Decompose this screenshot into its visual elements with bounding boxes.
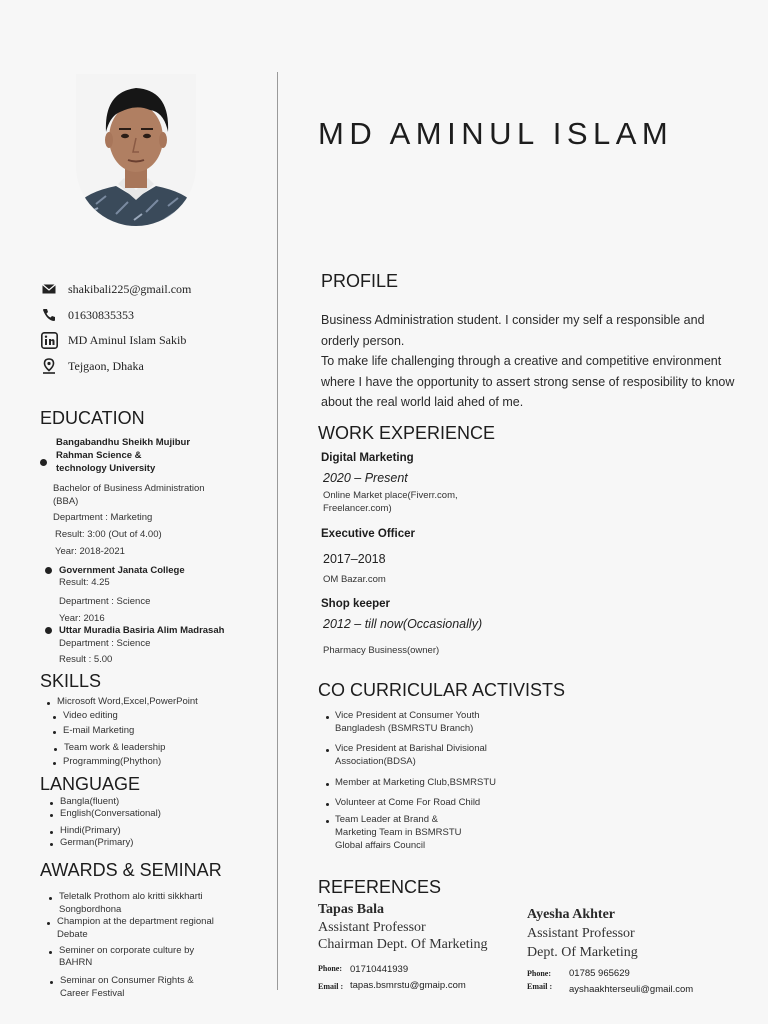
- bullet-dot: [326, 716, 329, 719]
- cocurricular-line: Vice President at Barishal Divisional: [335, 743, 487, 754]
- bullet-dot: [326, 820, 329, 823]
- skill-item: Microsoft Word,Excel,PowerPoint: [57, 696, 198, 707]
- job-description: [323, 644, 439, 657]
- education-heading: EDUCATION: [40, 408, 145, 428]
- phone-label: Phone:: [527, 969, 551, 978]
- education-department: Department : Marketing: [53, 512, 153, 523]
- bullet-dot: [49, 951, 52, 954]
- skills-heading: SKILLS: [40, 671, 102, 691]
- cocurricular-item: [335, 709, 480, 735]
- reference-department: Chairman Dept. Of Marketing: [318, 937, 488, 952]
- job-description-line: Freelancer.com): [323, 503, 392, 514]
- email-label: Email :: [318, 982, 344, 991]
- linkedin-icon: [40, 331, 58, 349]
- column-divider: [277, 72, 278, 990]
- skill-item: Team work & leadership: [64, 742, 166, 753]
- skill-item: E-mail Marketing: [63, 725, 135, 736]
- contact-phone-row: [40, 306, 134, 324]
- education-school: Government Janata College: [59, 565, 185, 576]
- job-date: 2020 – Present: [323, 471, 408, 485]
- linkedin-text[interactable]: MD Aminul Islam Sakib: [68, 332, 187, 347]
- bullet-dot: [326, 803, 329, 806]
- cocurricular-line: Global affairs Council: [335, 840, 426, 851]
- award-item: BAHRN: [59, 957, 93, 968]
- profile-paragraph: To make life challenging through a creative and competitive environment where I have the opportunity to assert strong sense of resposibility to know about the real world laid ahed of me.: [321, 354, 735, 409]
- cocurricular-line: Vice President at Consumer Youth: [335, 710, 480, 721]
- cocurricular-item: [335, 796, 480, 809]
- candidate-name: MD AMINUL ISLAM: [318, 116, 674, 151]
- bullet-dot: [40, 459, 47, 466]
- award-item: Seminer on corporate culture by: [59, 945, 195, 956]
- job-date: 2017–2018: [323, 552, 386, 566]
- cocurricular-line: Association(BDSA): [335, 756, 416, 767]
- education-degree: Bachelor of Business Administration: [53, 483, 205, 494]
- award-item: Debate: [57, 929, 88, 940]
- cocurricular-item: [335, 776, 496, 789]
- award-item: Teletalk Prothom alo kritti sikkharti: [59, 891, 203, 902]
- bullet-dot: [45, 567, 52, 574]
- job-description-line: Pharmacy Business(owner): [323, 645, 440, 656]
- work-heading: WORK EXPERIENCE: [318, 423, 496, 443]
- email-label: Email :: [527, 982, 553, 991]
- cocurricular-line: Bangladesh (BSMRSTU Branch): [335, 723, 474, 734]
- profile-paragraph: Business Administration student. I consider my self a responsible and orderly person.: [321, 313, 705, 348]
- bullet-dot: [50, 843, 53, 846]
- job-title: Digital Marketing: [321, 452, 414, 464]
- bullet-dot: [50, 831, 53, 834]
- reference-phone: 01785 965629: [569, 968, 630, 979]
- skill-item: Video editing: [63, 710, 118, 721]
- cocurricular-item: [335, 813, 462, 852]
- education-result: Result : 5.00: [59, 654, 113, 665]
- cocurricular-line: Volunteer at Come For Road Child: [335, 797, 481, 808]
- language-item: English(Conversational): [60, 808, 161, 819]
- award-item: Champion at the department regional: [57, 916, 214, 927]
- job-description-line: OM Bazar.com: [323, 574, 386, 585]
- education-result: Result: 3:00 (Out of 4.00): [55, 529, 162, 540]
- map-pin-icon: [40, 357, 58, 375]
- contact-email-row: [40, 280, 191, 298]
- cocurricular-line: Team Leader at Brand &: [335, 814, 438, 825]
- language-item: Bangla(fluent): [60, 796, 120, 807]
- profile-text: [321, 310, 741, 413]
- email-text[interactable]: shakibali225@gmail.com: [68, 281, 192, 296]
- cocurricular-heading: CO CURRICULAR ACTIVISTS: [318, 680, 566, 700]
- award-item: Songbordhona: [59, 904, 122, 915]
- education-department: Department : Science: [59, 638, 151, 649]
- education-school: Rahman Science &: [56, 450, 142, 461]
- bullet-dot: [326, 749, 329, 752]
- reference-email[interactable]: ayshaakhterseuli@gmail.com: [569, 984, 694, 995]
- job-description-line: Online Market place(Fiverr.com,: [323, 490, 458, 501]
- reference-name: Tapas Bala: [318, 902, 385, 917]
- job-description: [323, 489, 458, 515]
- reference-name: Ayesha Akhter: [527, 907, 616, 922]
- bullet-dot: [53, 716, 56, 719]
- education-department: Department : Science: [59, 596, 151, 607]
- award-item: Career Festival: [60, 988, 125, 999]
- bullet-dot: [50, 981, 53, 984]
- profile-photo: [76, 74, 196, 226]
- phone-icon: [40, 306, 58, 324]
- bullet-dot: [53, 762, 56, 765]
- job-description: [323, 573, 386, 586]
- reference-phone: 01710441939: [350, 964, 409, 975]
- reference-title: Assistant Professor: [527, 926, 635, 941]
- education-year: Year: 2016: [59, 613, 105, 624]
- cocurricular-item: [335, 742, 487, 768]
- cocurricular-line: Marketing Team in BSMRSTU: [335, 827, 462, 838]
- bullet-dot: [50, 814, 53, 817]
- education-school: Bangabandhu Sheikh Mujibur: [56, 437, 191, 448]
- bullet-dot: [45, 627, 52, 634]
- bullet-dot: [326, 783, 329, 786]
- phone-label: Phone:: [318, 964, 342, 973]
- bullet-dot: [47, 702, 50, 705]
- reference-title: Assistant Professor: [318, 920, 426, 935]
- language-heading: LANGUAGE: [40, 774, 141, 794]
- bullet-dot: [47, 922, 50, 925]
- bullet-dot: [50, 802, 53, 805]
- reference-department: Dept. Of Marketing: [527, 945, 638, 960]
- reference-email[interactable]: tapas.bsmrstu@gmaip.com: [350, 980, 466, 991]
- education-year: Year: 2018-2021: [55, 546, 125, 557]
- bullet-dot: [53, 731, 56, 734]
- award-item: Seminar on Consumer Rights &: [60, 975, 194, 986]
- references-heading: REFERENCES: [318, 877, 442, 897]
- education-degree: (BBA): [53, 496, 79, 507]
- education-school: technology University: [56, 463, 156, 474]
- bullet-dot: [54, 748, 57, 751]
- bullet-dot: [49, 897, 52, 900]
- awards-heading: AWARDS & SEMINAR: [40, 860, 222, 880]
- language-item: Hindi(Primary): [60, 825, 121, 836]
- location-text: Tejgaon, Dhaka: [68, 358, 144, 373]
- skill-item: Programming(Phython): [63, 756, 162, 767]
- language-item: German(Primary): [60, 837, 134, 848]
- envelope-icon: [40, 280, 58, 298]
- education-result: Result: 4.25: [59, 577, 110, 588]
- job-date: 2012 – till now(Occasionally): [323, 617, 483, 631]
- phone-text: 01630835353: [68, 307, 134, 322]
- job-title: Executive Officer: [321, 528, 415, 540]
- profile-heading: PROFILE: [321, 271, 399, 291]
- cocurricular-line: Member at Marketing Club,BSMRSTU: [335, 777, 497, 788]
- contact-linkedin-row: [40, 331, 186, 349]
- education-school: Uttar Muradia Basiria Alim Madrasah: [59, 625, 225, 636]
- contact-location-row: [40, 357, 144, 375]
- job-title: Shop keeper: [321, 598, 391, 610]
